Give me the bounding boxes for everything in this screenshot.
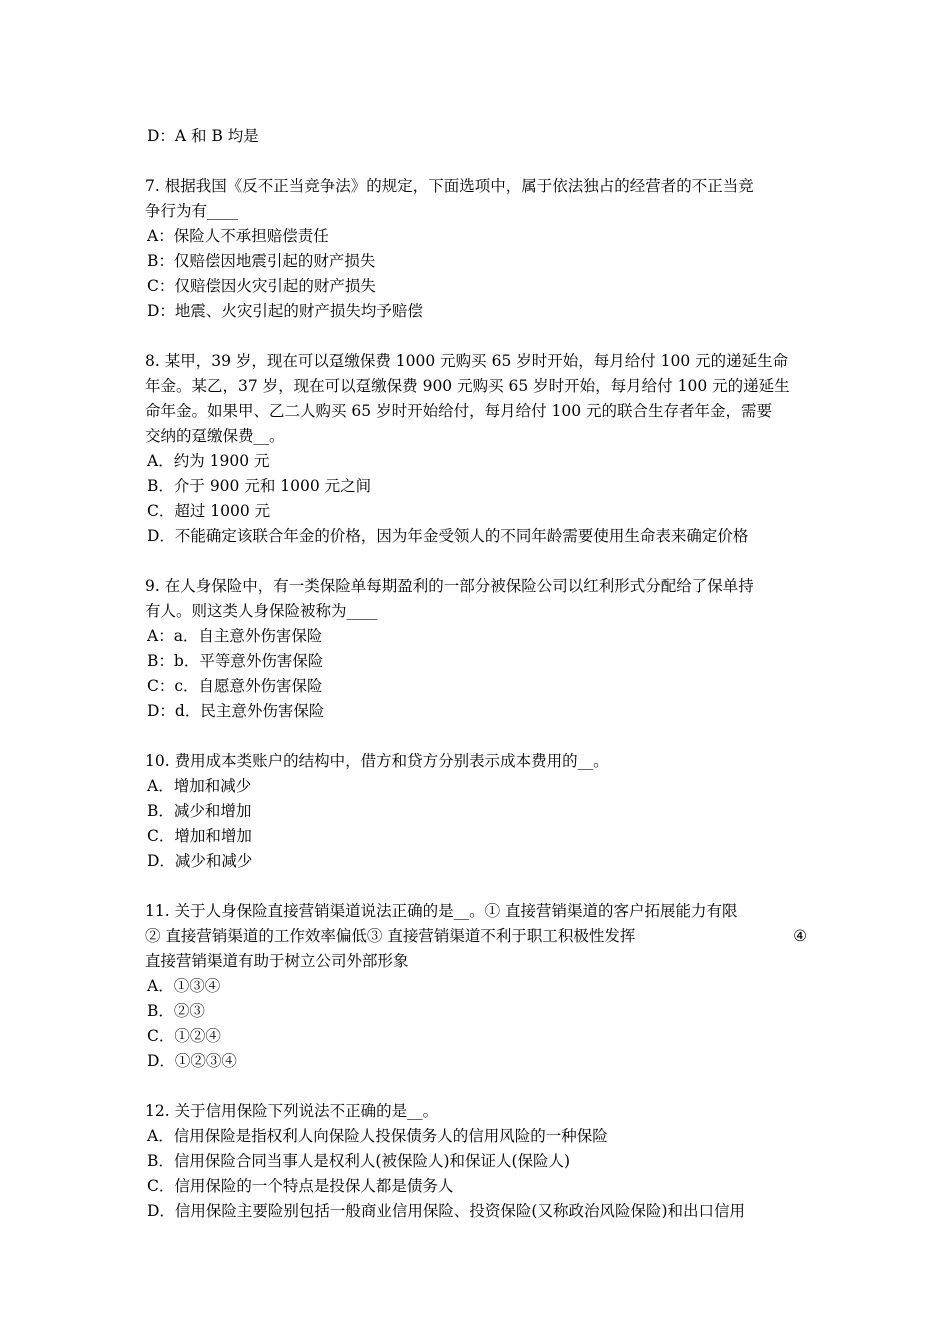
option-d: D：地震、火灾引起的财产损失均予赔偿 bbox=[147, 302, 423, 320]
option-a: A．增加和减少 bbox=[147, 777, 252, 795]
option-d: D．减少和减少 bbox=[147, 852, 253, 870]
option-d: D：d．民主意外伤害保险 bbox=[147, 702, 325, 720]
option-c: C：c．自愿意外伤害保险 bbox=[147, 677, 323, 695]
question-12 bbox=[145, 1099, 807, 1224]
option-a: A：a．自主意外伤害保险 bbox=[147, 627, 323, 645]
document-body bbox=[145, 124, 807, 1224]
question-stem-line: 7. 根据我国《反不正当竞争法》的规定，下面选项中，属于依法独占的经营者的不正当竞 bbox=[145, 177, 754, 195]
spacer bbox=[145, 724, 807, 749]
option-a: A．信用保险是指权利人向保险人投保债务人的信用风险的一种保险 bbox=[147, 1127, 608, 1145]
question-8 bbox=[145, 349, 807, 549]
option-b: B．信用保险合同当事人是权利人(被保险人)和保证人(保险人) bbox=[147, 1152, 571, 1170]
spacer bbox=[145, 549, 807, 574]
option-b: B：仅赔偿因地震引起的财产损失 bbox=[147, 252, 376, 270]
option-b: B．②③ bbox=[147, 1002, 205, 1020]
question-stem-line: 交纳的趸缴保费__。 bbox=[145, 427, 285, 445]
option-d-prev: D：A 和 B 均是 bbox=[147, 127, 259, 145]
option-d: D．信用保险主要险别包括一般商业信用保险、投资保险(又称政治风险保险)和出口信用 bbox=[147, 1202, 746, 1220]
question-stem-line: 年金。某乙，37 岁，现在可以趸缴保费 900 元购买 65 岁时开始，每月给付 100 元的递延生 bbox=[145, 377, 790, 395]
question-10 bbox=[145, 749, 807, 874]
option-d: D．不能确定该联合年金的价格，因为年金受领人的不同年龄需要使用生命表来确定价格 bbox=[147, 527, 749, 545]
option-b: B：b．平等意外伤害保险 bbox=[147, 652, 324, 670]
question-stem-segment: ② 直接营销渠道的工作效率偏低③ 直接营销渠道不利于职工积极性发挥 bbox=[145, 927, 636, 945]
question-stem-line bbox=[145, 924, 807, 949]
option-b: B．减少和增加 bbox=[147, 802, 252, 820]
spacer bbox=[145, 324, 807, 349]
spacer bbox=[145, 149, 807, 174]
option-c: C：仅赔偿因火灾引起的财产损失 bbox=[147, 277, 376, 295]
option-c: C．超过 1000 元 bbox=[147, 502, 271, 520]
question-stem-line: 10. 费用成本类账户的结构中，借方和贷方分别表示成本费用的__。 bbox=[145, 752, 609, 770]
spacer bbox=[145, 874, 807, 899]
question-stem-line: 9. 在人身保险中，有一类保险单每期盈利的一部分被保险公司以红利形式分配给了保单持 bbox=[145, 577, 754, 595]
option-c: C．①②④ bbox=[147, 1027, 221, 1045]
question-stem-line: 11. 关于人身保险直接营销渠道说法正确的是__。① 直接营销渠道的客户拓展能力有限 bbox=[145, 902, 738, 920]
question-stem-line: 有人。则这类人身保险被称为____ bbox=[145, 602, 378, 620]
question-stem-line: 命年金。如果甲、乙二人购买 65 岁时开始给付，每月给付 100 元的联合生存者年金，需要 bbox=[145, 402, 773, 420]
option-c: C．增加和增加 bbox=[147, 827, 252, 845]
spacer bbox=[145, 1074, 807, 1099]
option-c: C．信用保险的一个特点是投保人都是债务人 bbox=[147, 1177, 454, 1195]
option-a: A．约为 1900 元 bbox=[147, 452, 270, 470]
question-7 bbox=[145, 174, 807, 324]
question-stem-line: 直接营销渠道有助于树立公司外部形象 bbox=[145, 952, 409, 970]
question-stem-line: 争行为有____ bbox=[145, 202, 239, 220]
option-d: D．①②③④ bbox=[147, 1052, 237, 1070]
option-a: A：保险人不承担赔偿责任 bbox=[147, 227, 329, 245]
question-stem-segment: ④ bbox=[793, 927, 807, 945]
option-b: B．介于 900 元和 1000 元之间 bbox=[147, 477, 372, 495]
question-stem-line: 8. 某甲，39 岁，现在可以趸缴保费 1000 元购买 65 岁时开始，每月给付 100 元的递延生命 bbox=[145, 352, 789, 370]
question-11 bbox=[145, 899, 807, 1074]
question-9 bbox=[145, 574, 807, 724]
question-stem-line: 12. 关于信用保险下列说法不正确的是__。 bbox=[145, 1102, 439, 1120]
option-a: A．①③④ bbox=[147, 977, 221, 995]
